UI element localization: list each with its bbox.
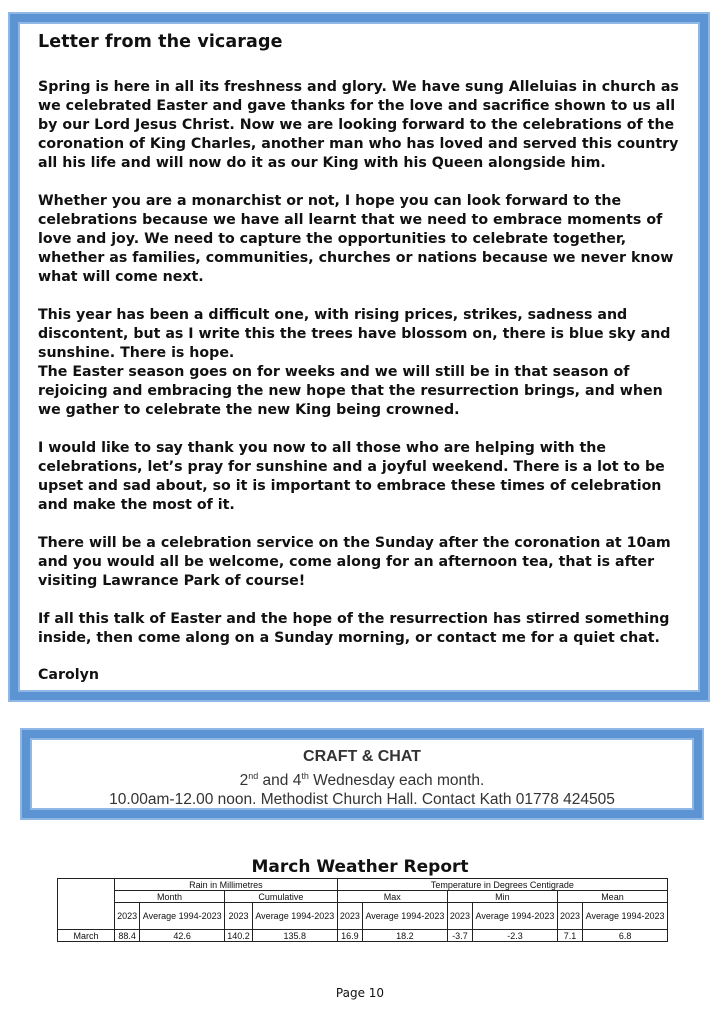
weather-title: March Weather Report (251, 857, 469, 877)
letter-paragraph (38, 306, 680, 420)
col-year: 2023 (225, 903, 253, 930)
paragraph-text: Spring is here in all its freshness and glory. We have sung Alleluias in church as we celebrated Easter and gave thanks for the love and sacrifice shown to us all by our Lord Jesus Christ. Now we are looking forward to the celebrations of the coronation of King Charles, another man who has loved and served this country all his life and will now do it as our King with his Queen alongside him. (38, 79, 679, 171)
col-average: Average 1994-2023 (140, 903, 225, 930)
craft-schedule (30, 767, 694, 790)
sub-header: Max (337, 891, 447, 903)
value-cell: -3.7 (447, 930, 472, 942)
value-cell: 42.6 (140, 930, 225, 942)
value-cell: -2.3 (473, 930, 558, 942)
col-year: 2023 (115, 903, 140, 930)
craft-title: CRAFT & CHAT (303, 748, 421, 765)
value-cell: 16.9 (337, 930, 362, 942)
col-average: Average 1994-2023 (363, 903, 448, 930)
sub-header: Mean (557, 891, 667, 903)
col-average: Average 1994-2023 (473, 903, 558, 930)
paragraph-text: Whether you are a monarchist or not, I hope you can look forward to the celebrations because we have all learnt that we need to embrace moments of love and joy. We need to capture the opportunities to celebrate together, whether as families, communities, churches or nations because we never know what will come next. (38, 193, 674, 285)
day-second: and 4 (258, 772, 302, 790)
letter-signoff: Carolyn (38, 667, 99, 683)
craft-details: 10.00am-12.00 noon. Methodist Church Hall. Contact Kath 01778 424505 (109, 791, 615, 809)
paragraph-text: The Easter season goes on for weeks and we will still be in that season of rejoicing and embracing the new hope that the resurrection brings, and when we gather to celebrate the new King being crowned. (38, 364, 663, 418)
page-number: Page 10 (335, 986, 385, 1000)
letter-paragraph (38, 534, 680, 591)
ordinal-suffix: th (301, 771, 309, 781)
letter-panel (10, 14, 708, 700)
value-cell: 7.1 (557, 930, 582, 942)
sub-header: Month (115, 891, 225, 903)
group-header: Temperature in Degrees Centigrade (337, 879, 667, 891)
letter-paragraph (38, 439, 680, 515)
group-header: Rain in Millimetres (115, 879, 338, 891)
sub-header: Cumulative (225, 891, 338, 903)
value-cell: 18.2 (363, 930, 448, 942)
col-average: Average 1994-2023 (252, 903, 337, 930)
value-cell: 135.8 (252, 930, 337, 942)
col-average: Average 1994-2023 (583, 903, 668, 930)
paragraph-text: If all this talk of Easter and the hope of the resurrection has stirred something inside, then come along on a Sunday morning, or contact me for a quiet chat. (38, 611, 670, 646)
day-first: 2 (239, 772, 249, 790)
table-corner (58, 879, 115, 930)
col-year: 2023 (557, 903, 582, 930)
paragraph-text: There will be a celebration service on the Sunday after the coronation at 10am and you would all be welcome, come along for an afternoon tea, that is after visiting Lawrance Park of course! (38, 535, 671, 589)
letter-paragraph (38, 192, 680, 287)
value-cell: 88.4 (115, 930, 140, 942)
letter-paragraph (38, 78, 680, 173)
sub-header: Min (447, 891, 557, 903)
value-cell: 6.8 (583, 930, 668, 942)
col-year: 2023 (447, 903, 472, 930)
value-cell: 140.2 (225, 930, 253, 942)
col-year: 2023 (337, 903, 362, 930)
schedule-rest: Wednesday each month. (308, 772, 485, 790)
ordinal-suffix: nd (248, 771, 259, 781)
craft-chat-panel (22, 730, 702, 818)
weather-table (57, 878, 668, 942)
letter-paragraph (38, 610, 680, 648)
paragraph-text: This year has been a difficult one, with rising prices, strikes, sadness and discontent, but as I write this the trees have blossom on, there is blue sky and sunshine. There is hope. (38, 307, 671, 361)
letter-title: Letter from the vicarage (38, 32, 283, 52)
paragraph-text: I would like to say thank you now to all those who are helping with the celebrations, let’s pray for sunshine and a joyful weekend. There is a lot to be upset and sad about, so it is important to embrace these times of celebration and make the most of it. (38, 440, 665, 513)
row-label: March (58, 930, 115, 942)
